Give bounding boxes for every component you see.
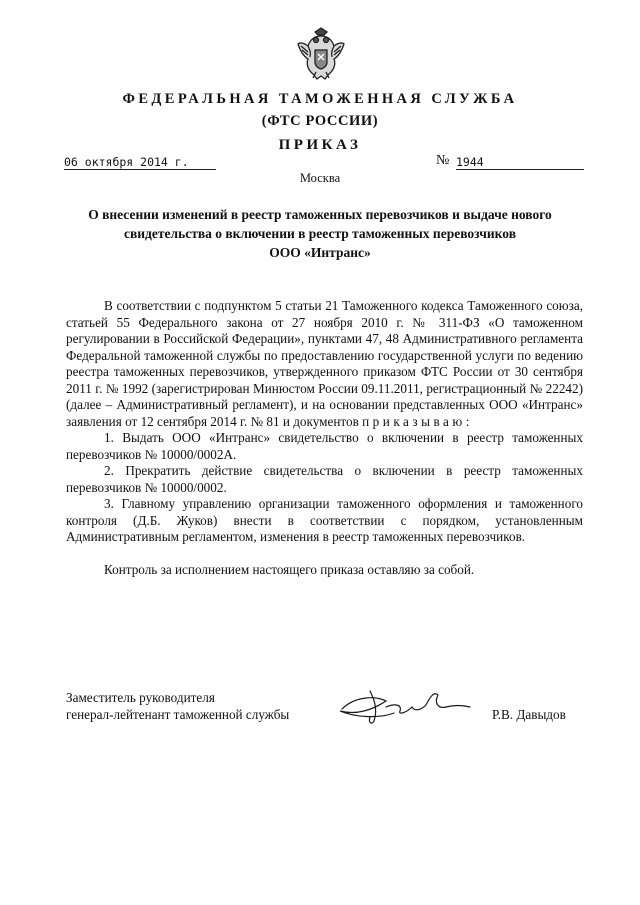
signatory-name: Р.В. Давыдов (492, 707, 566, 722)
order-subject (70, 205, 570, 262)
order-body (66, 298, 583, 578)
preamble-text: В соответствии с подпунктом 5 статьи 21 Таможенного кодекса Таможенного союза, статьей 55 Федерального закона от 27 ноября 2010 г. № 311-ФЗ «О таможенном регулировании в Российской Федерации», пунктами 47, 48 Административного регламента Федеральной таможенной службы по предоставлению государственной услуги по ведению реестра таможенных перевозчиков, утвержденного приказом ФТС России от 30 сентября 2011 г. № 1992 (зарегистрирован Минюстом России 09.11.2011, регистрационный № 22242) (далее – Административный регламент), и на основании представленных ООО «Интранс» заявления от 12 сентября 2014 г. № 81 и документов (66, 298, 583, 429)
order-number-label: № (436, 153, 450, 168)
agency-abbreviation: (ФТС РОССИИ) (261, 113, 379, 129)
order-item: 3. Главному управлению организации таможенного оформления и таможенного контроля (Д.Б. Жуков) внести в соответствии с порядком, установленным Административным регламентом, изменения в реестр таможенных перевозчиков. (66, 496, 583, 544)
order-keyword: приказываю: (362, 413, 473, 429)
subject-line: ООО «Интранс» (269, 245, 371, 260)
subject-line: свидетельства о включении в реестр таможенных перевозчиков (123, 226, 516, 241)
handwritten-signature (334, 683, 474, 727)
order-number: 1944 (456, 155, 584, 170)
agency-name: ФЕДЕРАЛЬНАЯ ТАМОЖЕННАЯ СЛУЖБА (122, 91, 518, 107)
signatory-position (66, 690, 289, 723)
control-paragraph: Контроль за исполнением настоящего приказа оставляю за собой. (104, 561, 475, 577)
subject-line: О внесении изменений в реестр таможенных перевозчиков и выдаче нового (88, 207, 552, 222)
position-line: генерал-лейтенант таможенной службы (66, 706, 290, 722)
preamble-paragraph (66, 298, 583, 430)
order-item: 1. Выдать ООО «Интранс» свидетельство о включении в реестр таможенных перевозчиков № 10000/0002А. (66, 430, 583, 462)
document-type-title: ПРИКАЗ (278, 137, 362, 153)
issue-city: Москва (299, 171, 341, 185)
coat-of-arms-emblem (296, 26, 346, 82)
position-line: Заместитель руководителя (66, 690, 215, 705)
order-date: 06 октября 2014 г. (64, 155, 216, 170)
order-item: 2. Прекратить действие свидетельства о включении в реестр таможенных перевозчиков № 10000/0002. (66, 463, 583, 495)
